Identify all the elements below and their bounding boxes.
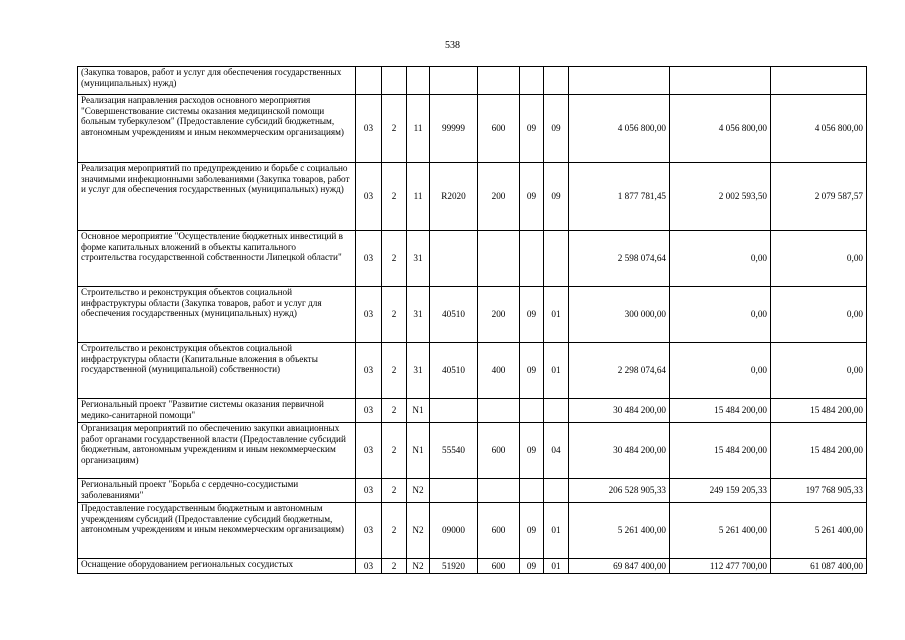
table-row	[78, 287, 867, 343]
code-direction	[430, 231, 478, 287]
code-event: N1	[407, 399, 430, 423]
code-section	[520, 231, 544, 287]
code-program: 03	[356, 479, 382, 503]
code-event: 31	[407, 287, 430, 343]
row-description: Региональный проект "Развитие системы оказания первичной медико-санитарной помощи"	[78, 399, 356, 423]
code-event: 31	[407, 231, 430, 287]
code-direction	[430, 399, 478, 423]
amount-year-3: 197 768 905,33	[771, 479, 867, 503]
amount-year-3: 5 261 400,00	[771, 503, 867, 559]
code-subprogram: 2	[382, 95, 407, 163]
amount-year-2: 2 002 593,50	[670, 163, 771, 231]
row-description: Оснащение оборудованием региональных сосудистых	[78, 559, 356, 574]
code-expense-type: 600	[478, 559, 520, 574]
code-program: 03	[356, 559, 382, 574]
table-row	[78, 67, 867, 95]
code-subsection	[544, 399, 569, 423]
amount-year-2: 15 484 200,00	[670, 423, 771, 479]
code-subsection: 09	[544, 163, 569, 231]
code-expense-type: 200	[478, 163, 520, 231]
code-expense-type: 600	[478, 503, 520, 559]
amount-year-2: 0,00	[670, 287, 771, 343]
code-section: 09	[520, 559, 544, 574]
code-subsection: 04	[544, 423, 569, 479]
row-description: Предоставление государственным бюджетным и автономным учреждениям субсидий (Предоставление субсидий бюджетным, автономным учреждениям и иным некоммерческим организациям)	[78, 503, 356, 559]
amount-year-3: 15 484 200,00	[771, 399, 867, 423]
code-program: 03	[356, 503, 382, 559]
table-row	[78, 95, 867, 163]
row-description: Основное мероприятие "Осуществление бюджетных инвестиций в форме капитальных вложений в объекты капитального строительства государственной собственности Липецкой области"	[78, 231, 356, 287]
code-subsection	[544, 67, 569, 95]
amount-year-3	[771, 67, 867, 95]
amount-year-1: 69 847 400,00	[569, 559, 670, 574]
row-description: Строительство и реконструкция объектов социальной инфраструктуры области (Капитальные вложения в объекты государственной (муниципальной) собственности)	[78, 343, 356, 399]
code-subprogram: 2	[382, 163, 407, 231]
amount-year-2: 0,00	[670, 343, 771, 399]
code-direction: 40510	[430, 287, 478, 343]
code-program: 03	[356, 399, 382, 423]
amount-year-3: 2 079 587,57	[771, 163, 867, 231]
code-section	[520, 479, 544, 503]
code-direction: R2020	[430, 163, 478, 231]
amount-year-2: 4 056 800,00	[670, 95, 771, 163]
code-expense-type: 200	[478, 287, 520, 343]
code-subprogram: 2	[382, 479, 407, 503]
amount-year-2: 112 477 700,00	[670, 559, 771, 574]
amount-year-1: 4 056 800,00	[569, 95, 670, 163]
code-event: 11	[407, 95, 430, 163]
table-row	[78, 343, 867, 399]
amount-year-2: 15 484 200,00	[670, 399, 771, 423]
code-direction: 55540	[430, 423, 478, 479]
code-subsection	[544, 479, 569, 503]
table-row	[78, 479, 867, 503]
code-program: 03	[356, 231, 382, 287]
code-event: 31	[407, 343, 430, 399]
row-description: (Закупка товаров, работ и услуг для обеспечения государственных (муниципальных) нужд)	[78, 67, 356, 95]
code-program	[356, 67, 382, 95]
code-event: N2	[407, 503, 430, 559]
amount-year-1: 30 484 200,00	[569, 423, 670, 479]
code-subsection: 09	[544, 95, 569, 163]
amount-year-3: 0,00	[771, 231, 867, 287]
code-program: 03	[356, 423, 382, 479]
table-row	[78, 399, 867, 423]
code-expense-type: 600	[478, 423, 520, 479]
code-direction: 99999	[430, 95, 478, 163]
budget-table	[77, 66, 867, 574]
code-subsection: 01	[544, 503, 569, 559]
code-direction: 51920	[430, 559, 478, 574]
code-subsection: 01	[544, 559, 569, 574]
amount-year-1: 206 528 905,33	[569, 479, 670, 503]
amount-year-3: 0,00	[771, 287, 867, 343]
amount-year-1: 30 484 200,00	[569, 399, 670, 423]
amount-year-2	[670, 67, 771, 95]
code-expense-type: 400	[478, 343, 520, 399]
row-description: Реализация направления расходов основного мероприятия "Совершенствование системы оказания медицинской помощи больным туберкулезом" (Предоставление субсидий бюджетным, автономным учреждениям и иным некоммерческим организациям)	[78, 95, 356, 163]
code-direction: 09000	[430, 503, 478, 559]
amount-year-3: 61 087 400,00	[771, 559, 867, 574]
code-event	[407, 67, 430, 95]
code-event: N2	[407, 479, 430, 503]
code-expense-type	[478, 479, 520, 503]
code-subsection: 01	[544, 343, 569, 399]
code-direction: 40510	[430, 343, 478, 399]
page-number: 538	[445, 40, 460, 51]
code-section: 09	[520, 343, 544, 399]
code-event: 11	[407, 163, 430, 231]
code-subprogram: 2	[382, 343, 407, 399]
amount-year-2: 5 261 400,00	[670, 503, 771, 559]
code-expense-type	[478, 399, 520, 423]
code-subprogram: 2	[382, 399, 407, 423]
code-section: 09	[520, 503, 544, 559]
code-program: 03	[356, 343, 382, 399]
code-program: 03	[356, 287, 382, 343]
amount-year-1: 2 598 074,64	[569, 231, 670, 287]
amount-year-3: 0,00	[771, 343, 867, 399]
code-direction	[430, 67, 478, 95]
code-expense-type	[478, 67, 520, 95]
amount-year-1	[569, 67, 670, 95]
amount-year-1: 2 298 074,64	[569, 343, 670, 399]
code-program: 03	[356, 163, 382, 231]
row-description: Организация мероприятий по обеспечению закупки авиационных работ органами государственной власти (Предоставление субсидий бюджетным, автономным учреждениям и иным некоммерческим организациям)	[78, 423, 356, 479]
code-subprogram: 2	[382, 287, 407, 343]
code-subprogram: 2	[382, 423, 407, 479]
code-subprogram: 2	[382, 503, 407, 559]
table-row	[78, 423, 867, 479]
code-subprogram: 2	[382, 559, 407, 574]
row-description: Региональный проект "Борьба с сердечно-сосудистыми заболеваниями"	[78, 479, 356, 503]
amount-year-3: 4 056 800,00	[771, 95, 867, 163]
code-section	[520, 67, 544, 95]
code-program: 03	[356, 95, 382, 163]
code-expense-type: 600	[478, 95, 520, 163]
code-direction	[430, 479, 478, 503]
code-subprogram	[382, 67, 407, 95]
table-row	[78, 231, 867, 287]
row-description: Строительство и реконструкция объектов социальной инфраструктуры области (Закупка товаров, работ и услуг для обеспечения государственных (муниципальных) нужд)	[78, 287, 356, 343]
amount-year-1: 5 261 400,00	[569, 503, 670, 559]
code-expense-type	[478, 231, 520, 287]
amount-year-2: 249 159 205,33	[670, 479, 771, 503]
amount-year-1: 300 000,00	[569, 287, 670, 343]
code-event: N1	[407, 423, 430, 479]
code-section: 09	[520, 423, 544, 479]
code-subsection	[544, 231, 569, 287]
code-section	[520, 399, 544, 423]
table-row	[78, 503, 867, 559]
code-subsection: 01	[544, 287, 569, 343]
row-description: Реализация мероприятий по предупреждению и борьбе с социально значимыми инфекционными заболеваниями (Закупка товаров, работ и услуг для обеспечения государственных (муниципальных) нужд)	[78, 163, 356, 231]
code-section: 09	[520, 287, 544, 343]
code-section: 09	[520, 95, 544, 163]
code-event: N2	[407, 559, 430, 574]
code-section: 09	[520, 163, 544, 231]
table-row	[78, 559, 867, 574]
amount-year-2: 0,00	[670, 231, 771, 287]
table-row	[78, 163, 867, 231]
amount-year-3: 15 484 200,00	[771, 423, 867, 479]
amount-year-1: 1 877 781,45	[569, 163, 670, 231]
code-subprogram: 2	[382, 231, 407, 287]
